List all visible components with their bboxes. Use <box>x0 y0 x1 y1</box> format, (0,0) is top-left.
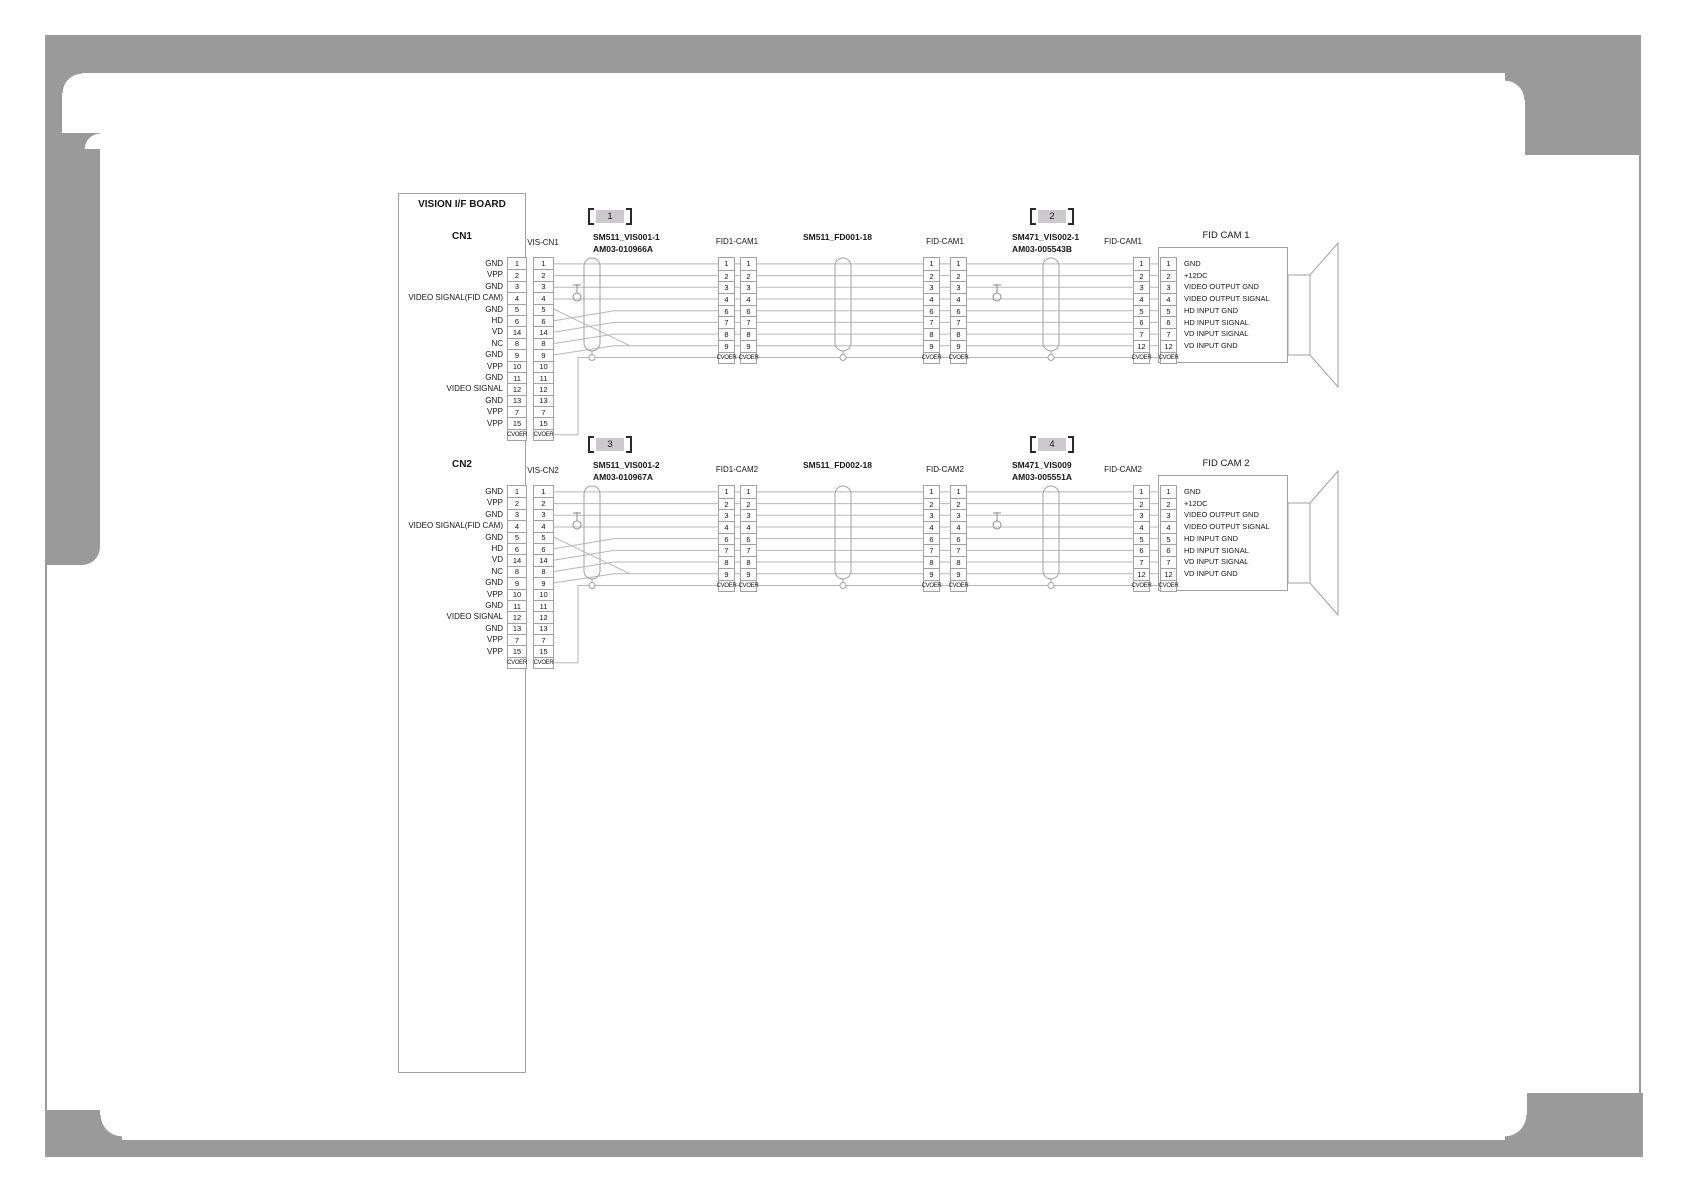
vis-cn-pin-col-cell: 13 <box>534 623 553 634</box>
fid1-cam-col-a-cell: 7 <box>719 316 734 328</box>
camera-pin-col-cell: CVOER <box>1161 580 1176 592</box>
cable-shield-oval <box>835 258 851 351</box>
fid-cam-col-b-cell: CVOER <box>951 352 966 364</box>
fid1-cam-col-b-cell: 9 <box>741 340 756 352</box>
board-title: VISION I/F BOARD <box>418 199 506 210</box>
fid1-cam-col-b-cell: 8 <box>741 328 756 340</box>
cn-pin-col-cell: 10 <box>508 589 526 600</box>
signal-label: HD <box>491 544 503 553</box>
signal-label: VPP <box>486 646 503 656</box>
vis-cn-pin-col-cell: CVOER <box>534 657 553 668</box>
cable-name: SM511_FD002-18 <box>803 460 872 470</box>
vis-cn-pin-col-cell: 6 <box>534 543 553 554</box>
vis-cn-pin-col-cell: 7 <box>534 406 553 417</box>
fid1-cam-col-a-cell: 2 <box>719 270 734 282</box>
camera-signal-label: VIDEO OUTPUT GND <box>1184 282 1259 292</box>
vis-cn-pin-col-cell: 13 <box>534 395 553 406</box>
cn-pin-col-cell: 6 <box>508 315 526 326</box>
cn-pin-col-cell: 1 <box>514 487 520 497</box>
fid-cam-col-b-cell: 4 <box>951 521 966 533</box>
vis-cn-pin-col-cell: 8 <box>534 338 553 349</box>
cn-pin-col-cell: 1 <box>514 259 520 269</box>
cn-pin-col-cell: 11 <box>508 600 526 611</box>
camera-pin-col-cell: 7 <box>1161 328 1176 340</box>
fid-cam-col-b-cell: 7 <box>951 316 966 328</box>
fid1-cam-col-b-cell: 3 <box>741 509 756 521</box>
cn-pin-col-cell: 13 <box>508 395 526 406</box>
fid-cam-col-b <box>950 485 967 592</box>
fid-cam-plug-col <box>1133 485 1150 592</box>
camera-pin-col <box>1160 485 1177 592</box>
camera-pin-col-cell: 12 <box>1161 568 1176 580</box>
camera-signal-label: GND <box>1184 259 1201 268</box>
signal-label: GND <box>485 509 503 519</box>
fid-cam-col-b-cell: 4 <box>951 293 966 305</box>
fid1-cam-col-b-cell: 1 <box>746 487 751 497</box>
camera-signal-label: VD INPUT GND <box>1184 340 1238 350</box>
signal-label: GND <box>485 281 503 291</box>
signal-label: HD <box>491 316 503 325</box>
vis-cn-pin-col-cell: 8 <box>534 566 553 577</box>
fid-cam-plug-col-cell: 3 <box>1134 509 1149 521</box>
fid-cam-col-a-cell: 2 <box>924 270 939 282</box>
cable-shield-oval <box>1043 258 1059 351</box>
camera-pin-col-cell: CVOER <box>1161 352 1176 364</box>
signal-label: VIDEO SIGNAL(FID CAM) <box>408 293 503 303</box>
vis-cn-pin-col-cell: 11 <box>534 372 553 383</box>
shield-ground-icon <box>993 521 1001 529</box>
vis-cn-pin-col-cell: 10 <box>534 361 553 372</box>
camera-signal-label: HD INPUT SIGNAL <box>1184 545 1249 555</box>
fid-cam-plug-col-cell: 2 <box>1134 270 1149 282</box>
cn-header: CN2 <box>451 459 472 470</box>
fid1-cam-col-a-cell: 4 <box>719 293 734 305</box>
cable-name: SM471_VIS009 <box>1012 460 1072 470</box>
cn-pin-col-cell: 4 <box>508 520 526 531</box>
cable-marker <box>588 208 632 225</box>
fid1-cam-col-a-cell: 6 <box>719 305 734 317</box>
fid-cam-col-b <box>950 257 967 364</box>
cable-shield-oval <box>1043 486 1059 579</box>
shield-drain-dot <box>840 583 846 589</box>
fid1-cam-col-a-cell: 6 <box>719 533 734 545</box>
vis-cn-pin-col-cell: 6 <box>534 315 553 326</box>
signal-label: VPP <box>486 635 503 645</box>
vis-cn-pin-col-cell: 11 <box>534 600 553 611</box>
fid-cam-col-a-cell: 3 <box>924 281 939 293</box>
shield-drain-dot <box>840 355 846 361</box>
cn-header: CN1 <box>451 231 472 242</box>
connector-label: FID1-CAM1 <box>715 237 759 246</box>
fid1-cam-col-b-cell: 9 <box>741 568 756 580</box>
bracket-left-icon <box>1030 208 1036 225</box>
camera-signal-label: VIDEO OUTPUT SIGNAL <box>1184 294 1270 304</box>
camera-title: FID CAM 2 <box>1202 458 1250 469</box>
fid-cam-plug-col-cell: 4 <box>1134 521 1149 533</box>
vis-cn-pin-col-cell: 4 <box>534 292 553 303</box>
fid1-cam-col-b-cell: 2 <box>741 270 756 282</box>
fid-cam-plug-col-cell: 4 <box>1134 293 1149 305</box>
camera-pin-col-cell: 6 <box>1161 316 1176 328</box>
cn-pin-col-cell: 12 <box>508 383 526 394</box>
vis-cn-pin-col-cell: 12 <box>534 383 553 394</box>
fid1-cam-col-b <box>740 257 757 364</box>
fid-cam-col-a-cell: 6 <box>924 305 939 317</box>
vis-cn-pin-col-cell: 2 <box>534 497 553 508</box>
fid-cam-plug-col-cell: 1 <box>1139 259 1144 269</box>
shield-ground-icon <box>993 293 1001 301</box>
fid-cam-col-b-cell: 3 <box>951 281 966 293</box>
fid1-cam-col-b-cell: 6 <box>741 533 756 545</box>
signal-label: GND <box>485 532 503 542</box>
fid-cam-col-a-cell: CVOER <box>924 352 939 364</box>
cn-pin-col-cell: 8 <box>508 338 526 349</box>
vis-cn-pin-col-cell: 10 <box>534 589 553 600</box>
camera-signal-label: VD INPUT GND <box>1184 568 1238 578</box>
fid-cam-plug-col-cell: CVOER <box>1134 580 1149 592</box>
connector-label: FID-CAM1 <box>926 237 964 246</box>
vis-cn-pin-col-cell: 1 <box>541 259 546 269</box>
fid-cam-plug-col <box>1133 257 1150 364</box>
fid-cam-plug-col-cell: 6 <box>1134 544 1149 556</box>
connector-label: FID1-CAM2 <box>715 465 759 474</box>
fid-cam-col-a-cell: 8 <box>924 328 939 340</box>
cn-pin-col-cell: 7 <box>508 406 526 417</box>
vis-cn-pin-col-cell: 3 <box>534 281 553 292</box>
vis-cn-pin-col-cell: 3 <box>534 509 553 520</box>
vis-cn-header: VIS-CN1 <box>527 238 559 247</box>
vis-cn-pin-col-cell: 5 <box>534 304 553 315</box>
camera-signal-label: VIDEO OUTPUT GND <box>1184 510 1259 520</box>
camera-pin-col-cell: 1 <box>1166 487 1171 497</box>
camera-signal-label: VD INPUT SIGNAL <box>1184 557 1249 567</box>
signal-label: GND <box>485 304 503 314</box>
fid1-cam-col-b-cell: 8 <box>741 556 756 568</box>
fid1-cam-col-a-cell: CVOER <box>719 352 734 364</box>
cable-shield-oval <box>835 486 851 579</box>
vis-cn-pin-col-cell: 2 <box>534 269 553 280</box>
fid1-cam-col-a-cell: 3 <box>719 509 734 521</box>
marker-number: 2 <box>1038 210 1066 223</box>
fid-cam-col-b-cell: 8 <box>951 556 966 568</box>
fid1-cam-col-a-cell: 4 <box>719 521 734 533</box>
cn-pin-col-cell: 7 <box>508 634 526 645</box>
camera-signal-label: HD INPUT GND <box>1184 533 1239 543</box>
fid-cam-plug-col-cell: 6 <box>1134 316 1149 328</box>
fid1-cam-col-a-cell: 8 <box>719 328 734 340</box>
camera-pin-col-cell: 1 <box>1166 259 1171 269</box>
camera-horn-icon <box>1288 503 1310 583</box>
fid-cam-col-b-cell: 6 <box>951 305 966 317</box>
fid1-cam-col-a <box>718 485 735 592</box>
fid-cam-plug-col-cell: 7 <box>1134 328 1149 340</box>
shield-drain-dot <box>1048 355 1054 361</box>
signal-label: GND <box>485 350 503 360</box>
vis-cn-pin-col-cell: 14 <box>534 326 553 337</box>
fid-cam-col-b-cell: 7 <box>951 544 966 556</box>
fid-cam-col-a-cell: CVOER <box>924 580 939 592</box>
fid-cam-col-b-cell: 2 <box>951 270 966 282</box>
cable-part: AM03-010966A <box>593 244 654 254</box>
fid1-cam-col-b-cell: 4 <box>741 293 756 305</box>
fid1-cam-col-b-cell: 4 <box>741 521 756 533</box>
cn-pin-col-cell: 11 <box>508 372 526 383</box>
signal-label: GND <box>485 578 503 588</box>
bracket-right-icon <box>1068 208 1074 225</box>
cn-pin-col-cell: 5 <box>508 304 526 315</box>
fid1-cam-col-a-cell: 3 <box>719 281 734 293</box>
signal-label: VD <box>491 555 503 565</box>
marker-number: 3 <box>596 438 624 451</box>
bracket-left-icon <box>588 208 594 225</box>
fid1-cam-col-b <box>740 485 757 592</box>
camera-signal-label: HD INPUT GND <box>1184 305 1239 315</box>
signal-label: VIDEO SIGNAL <box>446 384 503 394</box>
camera-pin-col-cell: 2 <box>1161 498 1176 510</box>
shield-ground-icon <box>573 521 581 529</box>
marker-number: 4 <box>1038 438 1066 451</box>
fid1-cam-col-a-cell: 9 <box>719 340 734 352</box>
shield-drain-dot <box>589 355 595 361</box>
cable-part: AM03-005543B <box>1012 244 1073 254</box>
camera-signal-label: +12DC <box>1184 498 1208 508</box>
camera-pin-col-cell: 3 <box>1161 509 1176 521</box>
fid1-cam-col-b-cell: 1 <box>746 259 751 269</box>
cable-part: AM03-010967A <box>593 472 654 482</box>
fid-cam-plug-col-cell: 3 <box>1134 281 1149 293</box>
signal-label: VPP <box>486 407 503 417</box>
cn-pin-col-cell: 10 <box>508 361 526 372</box>
fid1-cam-col-b-cell: CVOER <box>741 352 756 364</box>
fid1-cam-col-a-cell: 2 <box>719 498 734 510</box>
camera-pin-col-cell: 5 <box>1161 533 1176 545</box>
cable-marker <box>588 436 632 453</box>
cn-pin-col-cell: CVOER <box>508 657 526 668</box>
wire-bundle <box>554 264 1165 435</box>
camera-title: FID CAM 1 <box>1202 230 1250 241</box>
connector-label: FID-CAM2 <box>926 465 964 474</box>
camera-signal-label: VIDEO OUTPUT SIGNAL <box>1184 522 1270 532</box>
cable-name: SM511_FD001-18 <box>803 232 872 242</box>
cable-marker <box>1030 208 1074 225</box>
fid-cam-col-b-cell: 8 <box>951 328 966 340</box>
fid-cam-col-a-cell: 2 <box>924 498 939 510</box>
cn-pin-col-cell: 2 <box>508 269 526 280</box>
fid1-cam-col-b-cell: 7 <box>741 316 756 328</box>
cn-pin-col-cell: 14 <box>508 554 526 565</box>
fid1-cam-col-b-cell: 3 <box>741 281 756 293</box>
bracket-left-icon <box>588 436 594 453</box>
shield-drain-dot <box>589 583 595 589</box>
cn-pin-col-cell: 14 <box>508 326 526 337</box>
vis-cn-pin-col-cell: CVOER <box>534 429 553 440</box>
cn-pin-col-cell: CVOER <box>508 429 526 440</box>
fid1-cam-col-a-cell: 1 <box>724 487 729 497</box>
cable-name: SM471_VIS002-1 <box>1012 232 1080 242</box>
camera-signal-label: VD INPUT SIGNAL <box>1184 329 1249 339</box>
fid-cam-col-a <box>923 257 940 364</box>
fid-cam-plug-col-cell: 5 <box>1134 305 1149 317</box>
vis-cn-pin-col-cell: 15 <box>534 417 553 428</box>
signal-label: VD <box>491 327 503 337</box>
cn-pin-col-cell: 15 <box>508 645 526 656</box>
camera-pin-col-cell: 4 <box>1161 521 1176 533</box>
fid-cam-col-a-cell: 1 <box>929 487 934 497</box>
vis-cn-pin-col-cell: 4 <box>534 520 553 531</box>
fid-cam-col-a-cell: 3 <box>924 509 939 521</box>
vis-cn-pin-col-cell: 9 <box>534 349 553 360</box>
fid-cam-col-a-cell: 7 <box>924 544 939 556</box>
camera-pin-col-cell: 4 <box>1161 293 1176 305</box>
vis-cn-pin-col-cell: 5 <box>534 532 553 543</box>
cn-pin-col-cell: 5 <box>508 532 526 543</box>
fid1-cam-col-b-cell: 2 <box>741 498 756 510</box>
fid-cam-col-b-cell: 1 <box>956 487 961 497</box>
fid-cam-col-a-cell: 4 <box>924 521 939 533</box>
cn-pin-col-cell: 12 <box>508 611 526 622</box>
cn-pin-col-cell: 6 <box>508 543 526 554</box>
cn-pin-col-cell: 3 <box>508 281 526 292</box>
vis-cn-pin-col-cell: 15 <box>534 645 553 656</box>
wire-bundle <box>554 492 1165 663</box>
fid-cam-col-b-cell: 3 <box>951 509 966 521</box>
vis-cn-pin-col-cell: 14 <box>534 554 553 565</box>
cn-pin-col-cell: 8 <box>508 566 526 577</box>
shield-drain-dot <box>1048 583 1054 589</box>
vis-cn-pin-col-cell: 9 <box>534 577 553 588</box>
cable-part: AM03-005551A <box>1012 472 1073 482</box>
fid1-cam-col-a-cell: 8 <box>719 556 734 568</box>
fid-cam-col-a-cell: 4 <box>924 293 939 305</box>
fid1-cam-col-a-cell: 1 <box>724 259 729 269</box>
signal-label: VIDEO SIGNAL(FID CAM) <box>408 521 503 531</box>
camera-pin-col-cell: 6 <box>1161 544 1176 556</box>
cn-pin-col-cell: 13 <box>508 623 526 634</box>
cable-name: SM511_VIS001-1 <box>593 232 660 242</box>
fid1-cam-col-b-cell: CVOER <box>741 580 756 592</box>
vis-cn-pin-col-cell: 12 <box>534 611 553 622</box>
fid-cam-col-b-cell: 9 <box>951 568 966 580</box>
camera-pin-col-cell: 12 <box>1161 340 1176 352</box>
fid-cam-col-a-cell: 8 <box>924 556 939 568</box>
fid1-cam-col-b-cell: 6 <box>741 305 756 317</box>
signal-label: GND <box>485 623 503 633</box>
signal-label: VIDEO SIGNAL <box>446 612 503 622</box>
signal-label: VPP <box>486 270 503 280</box>
cable-marker <box>1030 436 1074 453</box>
cn-pin-col <box>507 257 527 441</box>
fid-cam-plug-col-cell: 12 <box>1134 340 1149 352</box>
signal-label: VPP <box>486 498 503 508</box>
cn-pin-col-cell: 15 <box>508 417 526 428</box>
fid-cam-col-a-cell: 9 <box>924 568 939 580</box>
fid1-cam-col-a-cell: 9 <box>719 568 734 580</box>
cn-pin-col-cell: 9 <box>508 577 526 588</box>
fid-cam-plug-col-cell: 12 <box>1134 568 1149 580</box>
cn-pin-col <box>507 485 527 669</box>
bracket-right-icon <box>626 208 632 225</box>
camera-pin-col-cell: 2 <box>1161 270 1176 282</box>
fid-cam-col-b-cell: CVOER <box>951 580 966 592</box>
fid-cam-col-b-cell: 6 <box>951 533 966 545</box>
fid-cam-col-a-cell: 9 <box>924 340 939 352</box>
fid1-cam-col-a <box>718 257 735 364</box>
signal-label: GND <box>485 395 503 405</box>
camera-pin-col-cell: 5 <box>1161 305 1176 317</box>
vis-cn-pin-col <box>533 485 554 669</box>
camera-pin-col-cell: 3 <box>1161 281 1176 293</box>
fid1-cam-col-b-cell: 7 <box>741 544 756 556</box>
vis-cn-pin-col-cell: 7 <box>534 634 553 645</box>
camera-horn-icon <box>1288 275 1310 355</box>
signal-label: GND <box>485 259 503 268</box>
bracket-left-icon <box>1030 436 1036 453</box>
signal-label: VPP <box>486 418 503 428</box>
fid-cam-plug-col-cell: 1 <box>1139 487 1144 497</box>
fid1-cam-col-a-cell: CVOER <box>719 580 734 592</box>
fid-cam-col-a <box>923 485 940 592</box>
vis-cn-header: VIS-CN2 <box>527 466 559 475</box>
connector-label: FID-CAM1 <box>1104 237 1142 246</box>
signal-label: GND <box>485 487 503 496</box>
fid-cam-col-b-cell: 1 <box>956 259 961 269</box>
fid-cam-plug-col-cell: 2 <box>1134 498 1149 510</box>
fid1-cam-col-a-cell: 7 <box>719 544 734 556</box>
fid-cam-plug-col-cell: 5 <box>1134 533 1149 545</box>
fid-cam-col-a-cell: 7 <box>924 316 939 328</box>
cn-pin-col-cell: 2 <box>508 497 526 508</box>
signal-label: GND <box>485 601 503 610</box>
signal-label: VPP <box>486 361 503 371</box>
fid-cam-col-b-cell: 9 <box>951 340 966 352</box>
cable-name: SM511_VIS001-2 <box>593 460 660 470</box>
fid-cam-col-a-cell: 1 <box>929 259 934 269</box>
fid-cam-col-b-cell: 2 <box>951 498 966 510</box>
bracket-right-icon <box>1068 436 1074 453</box>
fid-cam-col-a-cell: 6 <box>924 533 939 545</box>
cn-pin-col-cell: 3 <box>508 509 526 520</box>
camera-pin-col <box>1160 257 1177 364</box>
signal-label: NC <box>491 566 503 576</box>
connector-label: FID-CAM2 <box>1104 465 1142 474</box>
fid-cam-plug-col-cell: CVOER <box>1134 352 1149 364</box>
cn-pin-col-cell: 9 <box>508 349 526 360</box>
camera-pin-col-cell: 7 <box>1161 556 1176 568</box>
signal-label: VPP <box>486 589 503 599</box>
signal-label: NC <box>491 338 503 348</box>
bracket-right-icon <box>626 436 632 453</box>
marker-number: 1 <box>596 210 624 223</box>
vis-cn-pin-col <box>533 257 554 441</box>
camera-signal-label: GND <box>1184 487 1201 496</box>
signal-label: GND <box>485 373 503 382</box>
cn-pin-col-cell: 4 <box>508 292 526 303</box>
camera-signal-label: HD INPUT SIGNAL <box>1184 317 1249 327</box>
camera-signal-label: +12DC <box>1184 270 1208 280</box>
fid-cam-plug-col-cell: 7 <box>1134 556 1149 568</box>
vis-cn-pin-col-cell: 1 <box>541 487 546 497</box>
shield-ground-icon <box>573 293 581 301</box>
